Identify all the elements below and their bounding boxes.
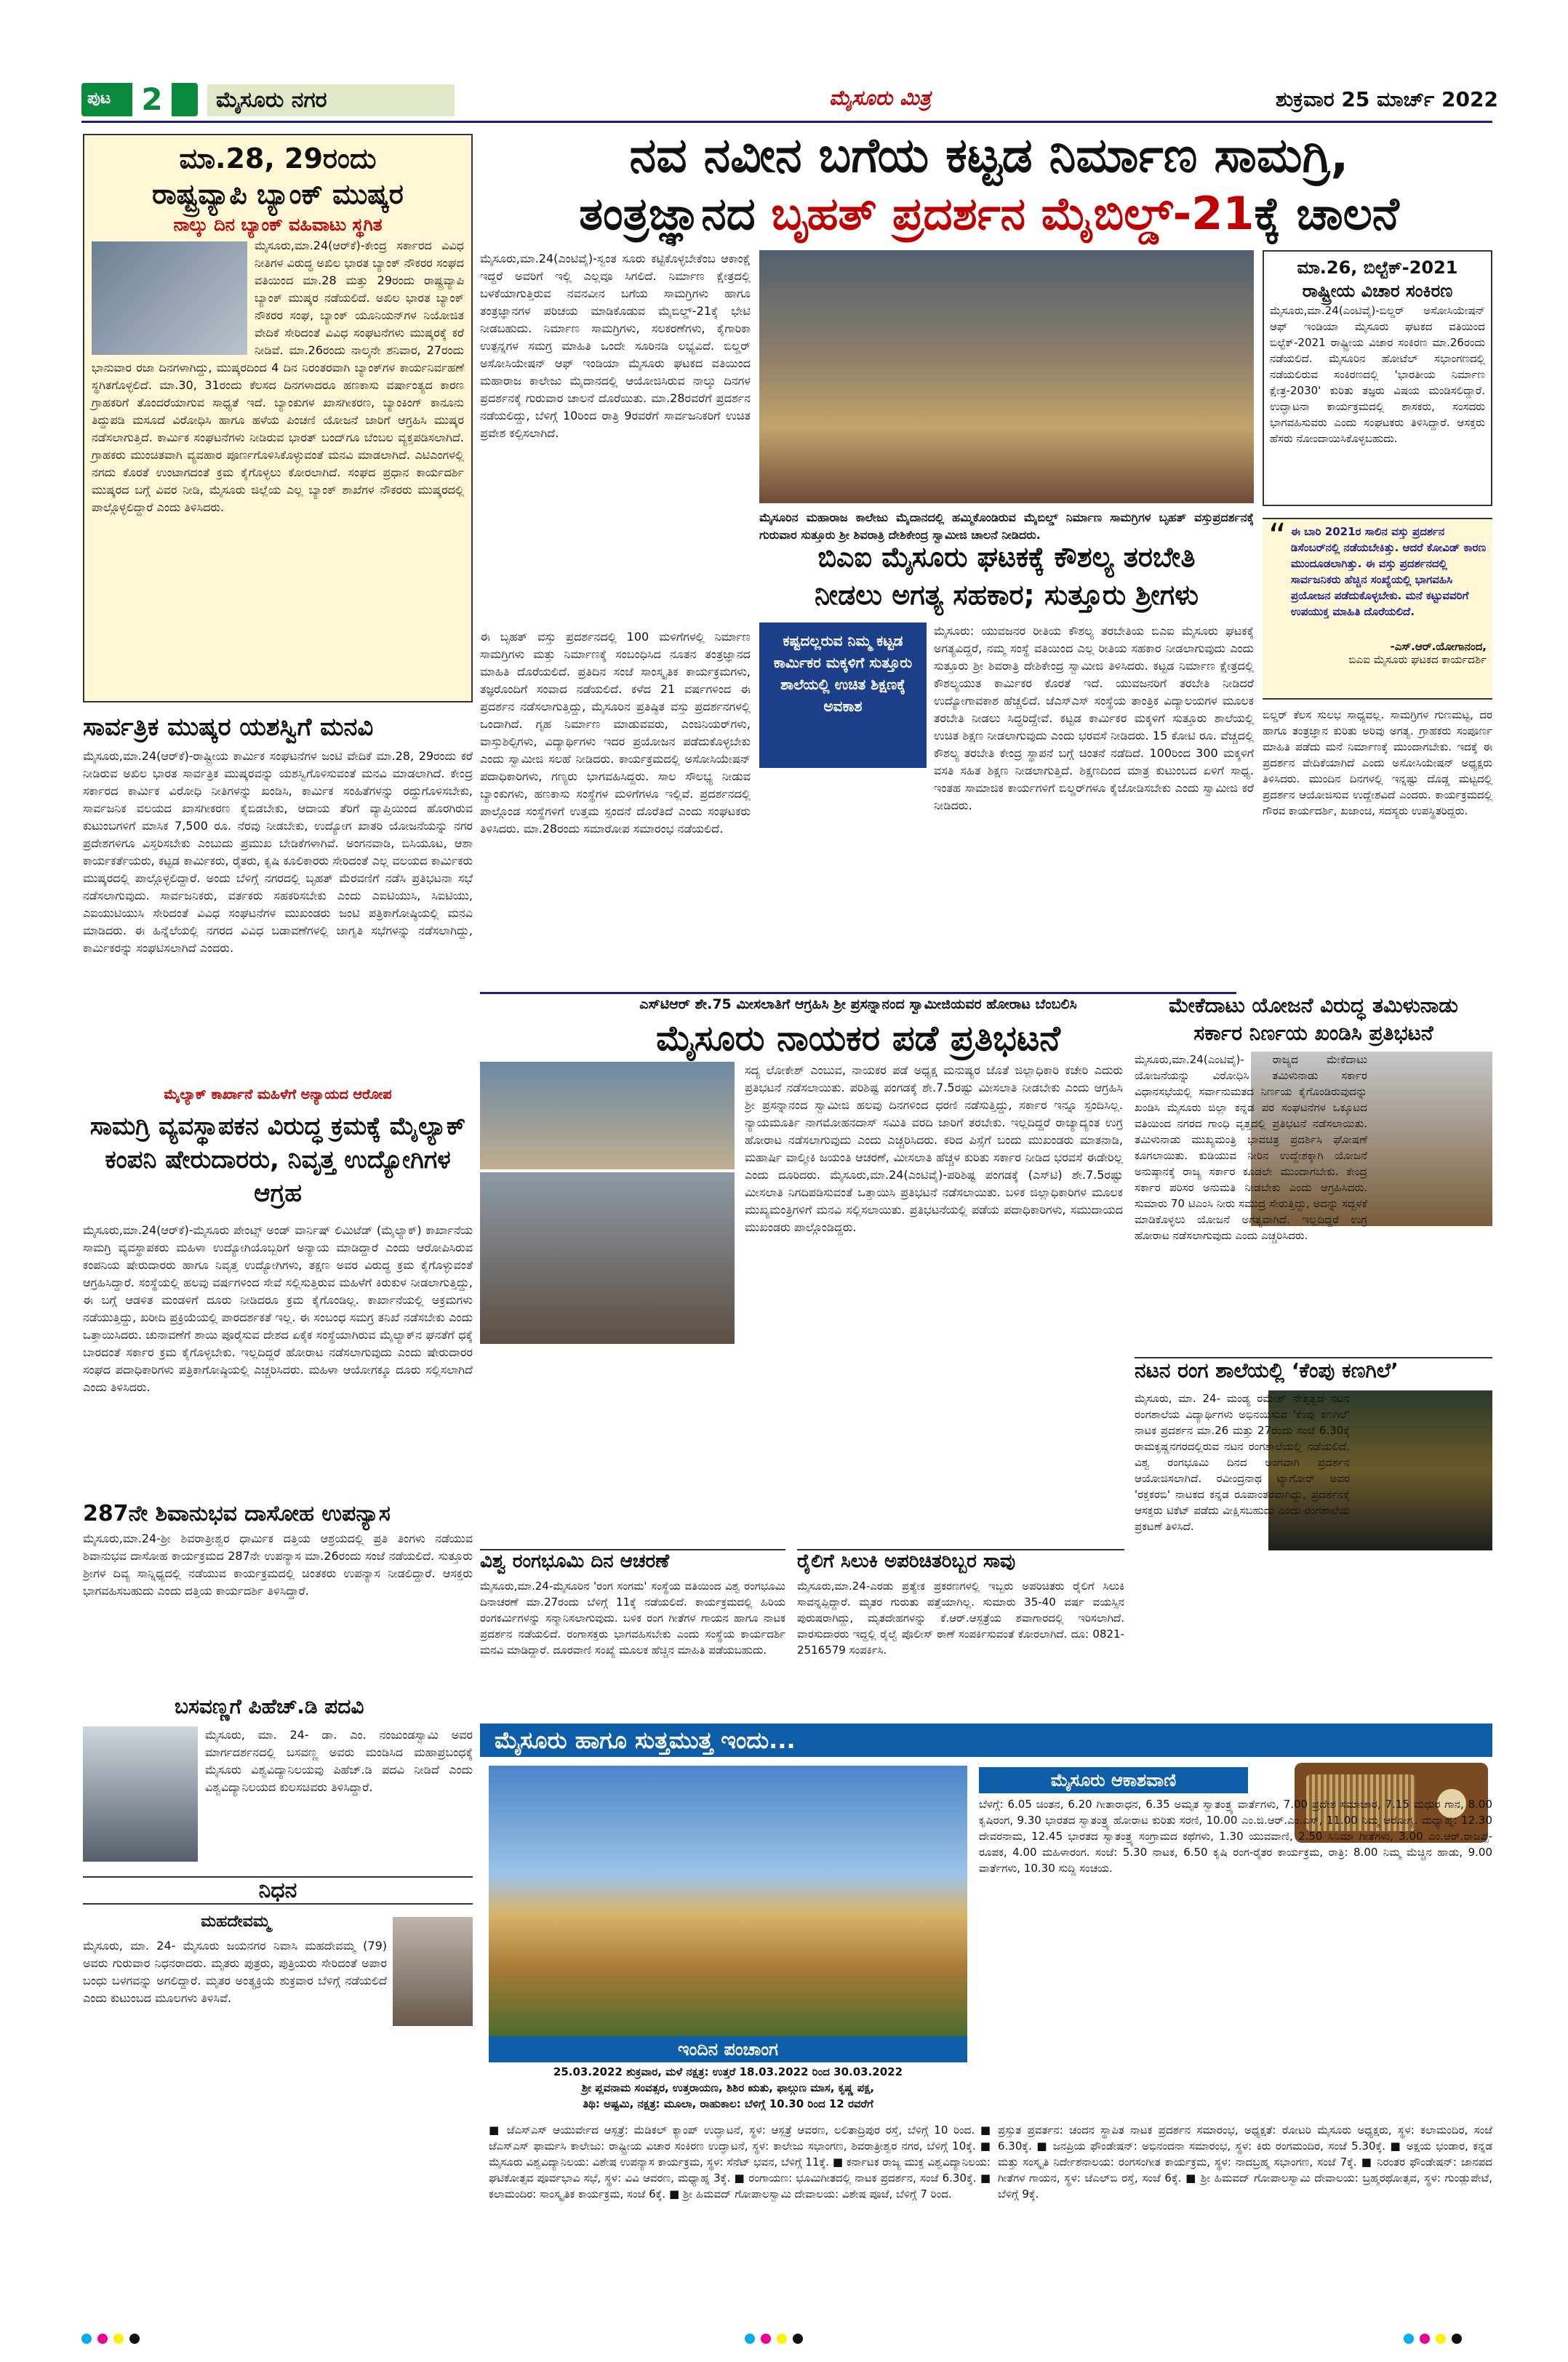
- lead-title-line2: [480, 183, 1498, 244]
- today-banner: [480, 1724, 1492, 1757]
- train-title: ರೈಲಿಗೆ ಸಿಲುಕಿ ಅಪರಿಚಿತರಿಬ್ಬರ ಸಾವು: [797, 1549, 1124, 1573]
- protest-body: ಸದ್ಯ ಲೋಕೇಶ್ ಎಂಬುವ, ನಾಯಕರ ಪಡೆ ಅಧ್ಯಕ್ಷ ಮನುಷ್ಯರ ಜೊತೆ ಜಿಲ್ಲಾಧಿಕಾರಿ ಕಚೇರಿ ಎದುರು ಪ್ರತಿಭಟನೆ ನಡೆಸಲಾಯಿತು. ಪರಿಶಿಷ್ಟ ಪಂಗಡಕ್ಕೆ ಶೇ.7.5ರಷ್ಟು ಮೀಸಲಾತಿ ನೀಡಬೇಕು ಎಂದು ಆಗ್ರಹಿಸಿ ಶ್ರೀ ಪ್ರಸನ್ನಾನಂದ ಸ್ವಾಮೀಜಿ ಹಲವು ದಿನಗಳಿಂದ ಧರಣಿ ನಡೆಸುತ್ತಿದ್ದು, ಸರ್ಕಾರ ಇನ್ನೂ ಸ್ಪಂದಿಸಿಲ್ಲ. ನ್ಯಾಯಮೂರ್ತಿ ನಾಗಮೋಹನದಾಸ್ ಸಮಿತಿ ವರದಿ ಜಾರಿಗೆ ತರಬೇಕು. ಇಲ್ಲದಿದ್ದರೆ ರಾಜ್ಯಾದ್ಯಂತ ಉಗ್ರ ಹೋರಾಟ ನಡೆಸಲಾಗುವುದು ಎಂದು ಎಚ್ಚರಿಸಿದರು. ಕರಿದ ಪಿಸ್ಸೆಗೆ ಬಂದು ಮುಖಂಡರು ಮಾತನಾಡಿ, ಮಹಾರ್ಷಿ ವಾಲ್ಮೀಕಿ ಜಯಂತಿ ಆಚರಣೆ, ಮೀಸಲಾತಿ ಹೆಚ್ಚಳ ಕುರಿತು ಸರ್ಕಾರ ನೀಡಿದ ಭರವಸೆ ಈಡೇರಿಲ್ಲ ಎಂದು ದೂರಿದರು. ಮೈಸೂರು,ಮಾ.24(ಎಂಟಿವೈ)-ಪರಿಶಿಷ್ಟ ಪಂಗಡಕ್ಕೆ (ಎಸ್‌ಟಿ) ಶೇ.7.5ರಷ್ಟು ಮೀಸಲಾತಿ ನಿಗದಿಪಡಿಸುವಂತೆ ಒತ್ತಾಯಿಸಿ ಪ್ರತಿಭಟನೆ ನಡೆಸಲಾಯಿತು. ಬಳಿಕ ಜಿಲ್ಲಾಧಿಕಾರಿಗಳ ಮೂಲಕ ಮುಖ್ಯಮಂತ್ರಿಗಳಿಗೆ ಮನವಿ ಸಲ್ಲಿಸಲಾಯಿತು. ಪ್ರತಿಭಟನೆಯಲ್ಲಿ ಪಡೆಯ ಪದಾಧಿಕಾರಿಗಳು, ಸಮುದಾಯದ ಮುಖಂಡರು ಪಾಲ್ಗೊಂಡಿದ್ದರು.: [745, 1063, 1123, 1234]
- quote-continuation: ಬಿಲ್ಡರ್ ಕೆಲಸ ಸುಲಭ ಸಾಧ್ಯವಲ್ಲ. ಸಾಮಗ್ರಿಗಳ ಗುಣಮಟ್ಟ, ದರ ಹಾಗೂ ತಂತ್ರಜ್ಞಾನ ಕುರಿತು ಅರಿವು ಅಗತ್ಯ. ಗ್ರಾಹಕರು ಸಂಪೂರ್ಣ ಮಾಹಿತಿ ಪಡೆದು ಮನೆ ನಿರ್ಮಾಣಕ್ಕೆ ಮುಂದಾಗಬೇಕು. ಇದಕ್ಕೆ ಈ ಪ್ರದರ್ಶನ ವೇದಿಕೆಯಾಗಿದೆ ಎಂದು ಅಸೋಸಿಯೇಷನ್ ಅಧ್ಯಕ್ಷರು ತಿಳಿಸಿದರು. ಮುಂದಿನ ದಿನಗಳಲ್ಲಿ ಇನ್ನಷ್ಟು ದೊಡ್ಡ ಮಟ್ಟದಲ್ಲಿ ಪ್ರದರ್ಶನ ಆಯೋಜಿಸುವ ಉದ್ದೇಶವಿದೆ ಎಂದರು. ಕಾರ್ಯಕ್ರಮದಲ್ಲಿ ಗೌರವ ಕಾರ್ಯದರ್ಶಿ, ಖಜಾಂಚಿ, ಸದಸ್ಯರು ಉಪಸ್ಥಿತರಿದ್ದರು.: [1263, 708, 1492, 817]
- registration-dots-right: [1404, 2333, 1468, 2347]
- panchanga-line3: ತಿಥಿ: ಅಷ್ಟಮಿ, ನಕ್ಷತ್ರ: ಮೂಲಾ, ರಾಹುಕಾಲ: ಬೆಳಿಗ್ಗೆ 10.30 ರಿಂದ 12 ರವರೆಗೆ: [583, 2097, 873, 2110]
- conference-title1: ಮಾ.26, ಬಿಲ್ಟೆಕ್-2021: [1297, 257, 1458, 278]
- mekedatu-title1: ಮೇಕೆದಾಟು ಯೋಜನೆ ವಿರುದ್ಧ ತಮಿಳುನಾಡು: [1169, 993, 1458, 1017]
- dasoha-title: 287ನೇ ಶಿವಾನುಭವ ದಾಸೋಹ ಉಪನ್ಯಾಸ: [83, 1501, 391, 1526]
- theatre-title: ನಟನ ರಂಗ ಶಾಲೆಯಲ್ಲಿ ‘ಕೆಂಪು ಕಣಗಿಲೆ’: [1135, 1357, 1492, 1383]
- lead-title-part-c: ಕ್ಕೆ ಚಾಲನೆ: [1254, 187, 1399, 240]
- mylac-title: ಸಾಮಗ್ರಿ ವ್ಯವಸ್ಥಾಪಕನ ವಿರುದ್ಧ ಕ್ರಮಕ್ಕೆ ಮೈಲ್ಯಾಕ್ ಕಂಪನಿ ಷೇರುದಾರರು, ನಿವೃತ್ತ ಉದ್ಯೋಗಿಗಳ ಆಗ್ರಹ: [89, 1112, 466, 1208]
- general-strike-title: ಸಾರ್ವತ್ರಿಕ ಮುಷ್ಕರ ಯಶಸ್ವಿಗೆ ಮನವಿ: [83, 713, 374, 742]
- protest-photo-1: [480, 1062, 735, 1169]
- radio-schedule: ಬೆಳಗ್ಗೆ: 6.05 ಚಿಂತನ, 6.20 ಗೀತಾರಾಧನ, 6.35 ಅಮೃತ ಸ್ವಾತಂತ್ರ್ಯ ವಾರ್ತೆಗಳು, 7.00 ಪ್ರದೇಶ ಸಮಾಚಾರ, 7.15 ಮಧುರ ಗಾನ, 8.00 ಕೃಷಿರಂಗ, 9.30 ಭಾರತದ ಸ್ವಾತಂತ್ರ್ಯ ಹೋರಾಟ ಕುರಿತು ಸರಣಿ, 10.00 ಎಂ.ಜಿ.ಆರ್.ಎಂ.ಎಸ್, 11.00 ನಿಮ್ಮ ಆರೋಗ್ಯ. ಮಧ್ಯಾಹ್ನ: 12.30 ದೇವರನಾಮ, 12.45 ಭಾರತದ ಸ್ವಾತಂತ್ರ್ಯ ಸಂಗ್ರಾಮದ ಕಥೆಗಳು, 1.30 ಯುವವಾಣಿ, 2.50 ಸಿನಿಮಾ ಗೀತೆಗಳು, 3.00 ಎಂ.ಆರ್.ರಾಜಪ್ಪ-ರೂಪಕ, 4.00 ಮಹಿಳಾರಂಗ. ಸಂಜೆ: 5.30 ನಾಟಕ, 6.50 ಕೃಷಿ ರಂಗ-ರೈತರ ಕಾರ್ಯಕ್ರಮ, ರಾತ್ರಿ: 8.00 ನಿಮ್ಮ ಮೆಚ್ಚಿನ ಹಾಡು, 9.00 ವಾರ್ತೆಗಳು, 10.30 ಸುದ್ದಿ ಸಂಚಯ.: [979, 1798, 1492, 1875]
- quote-author: -ಎಸ್.ಆರ್.ಯೋಗಾನಂದ,: [1390, 640, 1487, 653]
- skill-body: ಮೈಸೂರು: ಯುವಜನರ ರೀತಿಯ ಕೌಶಲ್ಯ ತರಬೇತಿಯ ಬಿಎಐ ಮೈಸೂರು ಘಟಕಕ್ಕೆ ಅಗತ್ಯವಿದ್ದರೆ, ನಮ್ಮ ಸಂಸ್ಥೆ ವತಿಯಿಂದ ಎಲ್ಲ ರೀತಿಯ ಸಹಕಾರ ನೀಡಲಾಗುವುದು ಎಂದು ಸುತ್ತೂರು ಶ್ರೀ ಶಿವರಾತ್ರಿ ದೇಶಿಕೇಂದ್ರ ಸ್ವಾಮೀಜಿ ತಿಳಿಸಿದರು. ಕಟ್ಟಡ ನಿರ್ಮಾಣ ಕ್ಷೇತ್ರದಲ್ಲಿ ಕೌಶಲ್ಯಯುತ ಕಾರ್ಮಿಕರ ಕೊರತೆ ಇದೆ. ಯುವಜನರಿಗೆ ತರಬೇತಿ ನೀಡಿದರೆ ಉದ್ಯೋಗಾವಕಾಶ ಹೆಚ್ಚಲಿದೆ. ಜೆಎಸ್‌ಎಸ್ ಸಂಸ್ಥೆಯ ತಾಂತ್ರಿಕ ವಿದ್ಯಾಲಯಗಳ ಮೂಲಕ ತರಬೇತಿ ನೀಡಲು ಸಿದ್ಧರಿದ್ದೇವೆ. ಕಟ್ಟಡ ಕಾರ್ಮಿಕರ ಮಕ್ಕಳಿಗೆ ಸುತ್ತೂರು ಶಾಲೆಯಲ್ಲಿ ಉಚಿತ ಶಿಕ್ಷಣ ನೀಡಲಾಗುವುದು ಎಂದು ಭರವಸೆ ನೀಡಿದರು. 15 ಕೋಟಿ ರೂ. ವೆಚ್ಚದಲ್ಲಿ ಕೌಶಲ್ಯ ತರಬೇತಿ ಕೇಂದ್ರ ಸ್ಥಾಪನೆ ಬಗ್ಗೆ ಚಿಂತನೆ ನಡೆದಿದೆ. 100ರಿಂದ 300 ಮಕ್ಕಳಿಗೆ ವಸತಿ ಸಹಿತ ಶಿಕ್ಷಣ ನೀಡಲಾಗುತ್ತಿದೆ. ಶಿಕ್ಷಣದಿಂದ ಮಾತ್ರ ಕುಟುಂಬದ ಏಳಿಗೆ ಸಾಧ್ಯ. ಇಂತಹ ಸಾಮಾಜಿಕ ಕಾರ್ಯಗಳಿಗೆ ಬಿಲ್ಡರ್‌ಗಳೂ ಕೈಜೋಡಿಸಬೇಕು ಎಂದು ಸ್ವಾಮೀಜಿ ಕರೆ ನೀಡಿದರು.: [934, 624, 1254, 812]
- page-number: 2: [132, 81, 172, 118]
- quote-role: ಬಿಎಐ ಮೈಸೂರು ಘಟಕದ ಕಾರ್ಯದರ್ಶಿ: [1348, 653, 1487, 666]
- bank-strike-title2: ರಾಷ್ಟ್ರವ್ಯಾಪಿ ಬ್ಯಾಂಕ್ ಮುಷ್ಕರ: [152, 178, 404, 210]
- panchanga-line2: ಶ್ರೀ ಪ್ಲವನಾಮ ಸಂವತ್ಸರ, ಉತ್ತರಾಯಣ, ಶಿಶಿರ ಋತು, ಫಾಲ್ಗುಣ ಮಾಸ, ಕೃಷ್ಣ ಪಕ್ಷ,: [581, 2081, 875, 2094]
- conference-box: [1263, 250, 1492, 506]
- bank-strike-title1: ಮಾ.28, 29ರಂದು: [179, 143, 377, 175]
- quote-mark-icon: “: [1268, 516, 1287, 557]
- today-banner-text: ಮೈಸೂರು ಹಾಗೂ ಸುತ್ತಮುತ್ತ ಇಂದು...: [495, 1726, 796, 1754]
- conference-title2: ರಾಷ್ಟ್ರೀಯ ವಿಚಾರ ಸಂಕಿರಣ: [1302, 281, 1453, 301]
- registration-dots-center: [745, 2333, 809, 2347]
- bank-strike-photo: [92, 241, 247, 355]
- dasoha-body: ಮೈಸೂರು,ಮಾ.24-ಶ್ರೀ ಶಿವರಾತ್ರೀಶ್ವರ ಧಾರ್ಮಿಕ ದತ್ತಿಯ ಆಶ್ರಯದಲ್ಲಿ ಪ್ರತಿ ತಿಂಗಳು ನಡೆಯುವ ಶಿವಾನುಭವ ದಾಸೋಹ ಕಾರ್ಯಕ್ರಮದ 287ನೇ ಉಪನ್ಯಾಸ ಮಾ.26ರಂದು ಸಂಜೆ ನಡೆಯಲಿದೆ. ಸುತ್ತೂರು ಶ್ರೀಗಳ ದಿವ್ಯ ಸಾನ್ನಿಧ್ಯದಲ್ಲಿ ನಡೆಯುವ ಕಾರ್ಯಕ್ರಮದಲ್ಲಿ ಚಿಂತಕರು ಉಪನ್ಯಾಸ ನೀಡಲಿದ್ದಾರೆ. ಆಸಕ್ತರು ಭಾಗವಹಿಸಬಹುದು ಎಂದು ದತ್ತಿಯ ಕಾರ್ಯದರ್ಶಿ ತಿಳಿಸಿದ್ದಾರೆ.: [83, 1532, 473, 1598]
- protest-kicker: ಎಸ್‌ಟಿಆರ್ ಶೇ.75 ಮೀಸಲಾತಿಗೆ ಆಗ್ರಹಿಸಿ ಶ್ರೀ ಪ್ರಸನ್ನಾನಂದ ಸ್ವಾಮೀಜಿಯವರ ಹೋರಾಟ ಬೆಂಬಲಿಸಿ: [639, 996, 1077, 1012]
- lead-photo-caption: ಮೈಸೂರಿನ ಮಹಾರಾಜ ಕಾಲೇಜು ಮೈದಾನದಲ್ಲಿ ಹಮ್ಮಿಕೊಂಡಿರುವ ಮೈಬಿಲ್ಡ್ ನಿರ್ಮಾಣ ಸಾಮಗ್ರಿಗಳ ಬೃಹತ್ ವಸ್ತುಪ್ರದರ್ಶನಕ್ಕೆ ಗುರುವಾರ ಸುತ್ತೂರು ಶ್ರೀ ಶಿವರಾತ್ರಿ ದೇಶಿಕೇಂದ್ರ ಸ್ವಾಮೀಜಿ ಚಾಲನೆ ನೀಡಿದರು.: [759, 511, 1254, 542]
- obituary-name: ಮಹದೇವಮ್ಮ: [201, 1913, 271, 1931]
- phd-title: ಬಸವಣ್ಣಗೆ ಪಿಹೆಚ್.ಡಿ ಪದವಿ: [175, 1694, 364, 1718]
- lead-body-col2: ಈ ಬೃಹತ್ ವಸ್ತು ಪ್ರದರ್ಶನದಲ್ಲಿ 100 ಮಳಿಗೆಗಳಲ್ಲಿ ನಿರ್ಮಾಣ ಸಾಮಗ್ರಿಗಳು ಮತ್ತು ನಿರ್ಮಾಣಕ್ಕೆ ಸಂಬಂಧಿಸಿದ ನೂತನ ತಂತ್ರಜ್ಞಾನದ ಮಾಹಿತಿ ದೊರೆಯಲಿದೆ. ಪ್ರತಿದಿನ ಸಂಜೆ ಸಾಂಸ್ಕೃತಿಕ ಕಾರ್ಯಕ್ರಮಗಳು, ತಜ್ಞರೊಂದಿಗೆ ಸಂವಾದ ನಡೆಯಲಿದೆ. ಕಳೆದ 21 ವರ್ಷಗಳಿಂದ ಈ ಪ್ರದರ್ಶನ ನಡೆಸಲಾಗುತ್ತಿದ್ದು, ಮೈಸೂರಿನ ಪ್ರತಿಷ್ಠಿತ ವಸ್ತು ಪ್ರದರ್ಶನಗಳಲ್ಲಿ ಒಂದಾಗಿದೆ. ಗೃಹ ನಿರ್ಮಾಣ ಮಾಡುವವರು, ಎಂಜಿನಿಯರ್‌ಗಳು, ವಾಸ್ತುಶಿಲ್ಪಿಗಳು, ವಿದ್ಯಾರ್ಥಿಗಳು ಇದರ ಪ್ರಯೋಜನ ಪಡೆದುಕೊಳ್ಳಬೇಕು ಎಂದು ಸ್ವಾಮೀಜಿ ಸಲಹೆ ನೀಡಿದರು. ಕಾರ್ಯಕ್ರಮದಲ್ಲಿ ಅಸೋಸಿಯೇಷನ್ ಪದಾಧಿಕಾರಿಗಳು, ಗಣ್ಯರು ಭಾಗವಹಿಸಿದ್ದರು. ಸಾಲ ಸೌಲಭ್ಯ ನೀಡುವ ಬ್ಯಾಂಕುಗಳು, ಹಣಕಾಸು ಸಂಸ್ಥೆಗಳ ಮಳಿಗೆಗಳೂ ಇಲ್ಲಿವೆ. ಪ್ರದರ್ಶನದಲ್ಲಿ ಪಾಲ್ಗೊಂಡ ಸಂಸ್ಥೆಗಳಿಗೆ ಉತ್ತಮ ಸ್ಪಂದನೆ ದೊರೆತಿದೆ ಎಂದು ಸಂಘಟಕರು ತಿಳಿಸಿದರು. ಮಾ.28ರಂದು ಸಮಾರೋಪ ಸಮಾರಂಭ ನಡೆಯಲಿದೆ.: [480, 630, 751, 836]
- paper-name: ಮೈಸೂರು ಮಿತ್ರ: [829, 86, 931, 110]
- conference-body: ಮೈಸೂರು,ಮಾ.24(ಎಂಟಿವೈ)-ಬಿಲ್ಡರ್ ಅಸೋಸಿಯೇಷನ್ ಆಫ್ ಇಂಡಿಯಾ ಮೈಸೂರು ಘಟಕದ ವತಿಯಿಂದ ಬಿಲ್ಟೆಕ್-2021 ರಾಷ್ಟ್ರೀಯ ವಿಚಾರ ಸಂಕಿರಣ ಮಾ.26ರಂದು ನಡೆಯಲಿದೆ. ಮೈಸೂರಿನ ಹೋಟೆಲ್ ಸಭಾಂಗಣದಲ್ಲಿ ನಡೆಯಲಿರುವ ಸಂಕಿರಣದಲ್ಲಿ 'ಭಾರತೀಯ ನಿರ್ಮಾಣ ಕ್ಷೇತ್ರ-2030' ಕುರಿತು ತಜ್ಞರು ವಿಷಯ ಮಂಡಿಸಲಿದ್ದಾರೆ. ಉದ್ಘಾಟನಾ ಕಾರ್ಯಕ್ರಮದಲ್ಲಿ ಶಾಸಕರು, ಸಂಸದರು ಭಾಗವಹಿಸುವರು ಎಂದು ಸಂಘಟಕರು ತಿಳಿಸಿದ್ದಾರೆ. ಆಸಕ್ತರು ಹೆಸರು ನೋಂದಾಯಿಸಿಕೊಳ್ಳಬಹುದು.: [1270, 304, 1485, 445]
- protest-rule: [480, 992, 1236, 994]
- section-name: ಮೈಸೂರು ನಗರ: [207, 84, 455, 116]
- panchanga-title: ಇಂದಿನ ಪಂಚಾಂಗ: [489, 2036, 967, 2062]
- theatre-body: ಮೈಸೂರು, ಮಾ. 24- ಮಂಡ್ಯ ರಮೇಶ್ ನೇತೃತ್ವದ ನಟನ ರಂಗಶಾಲೆಯ ವಿದ್ಯಾರ್ಥಿಗಳು ಅಭಿನಯಿಸುವ 'ಕೆಂಪು ಕಣಗಿಲೆ' ನಾಟಕ ಪ್ರದರ್ಶನ ಮಾ.26 ಮತ್ತು 27ರಂದು ಸಂಜೆ 6.30ಕ್ಕೆ ರಾಮಕೃಷ್ಣನಗರದಲ್ಲಿರುವ ನಟನ ರಂಗಶಾಲೆಯಲ್ಲಿ ನಡೆಯಲಿದೆ. ವಿಶ್ವ ರಂಗಭೂಮಿ ದಿನದ ಅಂಗವಾಗಿ ಪ್ರದರ್ಶನ ಆಯೋಜಿಸಲಾಗಿದೆ. ರವೀಂದ್ರನಾಥ ಟ್ಯಾಗೋರ್ ಅವರ 'ರಕ್ತಕರಬಿ' ನಾಟಕದ ಕನ್ನಡ ರೂಪಾಂತರವಾಗಿದ್ದು, ಪ್ರದರ್ಶನಕ್ಕೆ ಆಸಕ್ತರು ಟಿಕೆಟ್ ಪಡೆದು ವೀಕ್ಷಿಸಬಹುದು ಎಂದು ರಂಗಶಾಲೆಯ ಪ್ರಕಟಣೆ ತಿಳಿಸಿದೆ.: [1135, 1392, 1350, 1533]
- lead-title-part-a: ತಂತ್ರಜ್ಞಾನದ: [579, 187, 772, 240]
- phd-body: ಮೈಸೂರು, ಮಾ. 24- ಡಾ. ಎಂ. ನಂಜುಂಡಸ್ವಾಮಿ ಅವರ ಮಾರ್ಗದರ್ಶನದಲ್ಲಿ ಬಸವಣ್ಣ ಅವರು ಮಂಡಿಸಿದ ಮಹಾಪ್ರಬಂಧಕ್ಕೆ ಮೈಸೂರು ವಿಶ್ವವಿದ್ಯಾನಿಲಯವು ಪಿಹೆಚ್.ಡಿ ಪದವಿ ನೀಡಿದೆ ಎಂದು ವಿಶ್ವವಿದ್ಯಾನಿಲಯದ ಕುಲಸಚಿವರು ತಿಳಿಸಿದ್ದಾರೆ.: [205, 1728, 473, 1794]
- phd-photo: [83, 1726, 198, 1862]
- general-strike-body: ಮೈಸೂರು,ಮಾ.24(ಆರ್‌ಕೆ)-ರಾಷ್ಟ್ರೀಯ ಕಾರ್ಮಿಕ ಸಂಘಟನೆಗಳ ಜಂಟಿ ವೇದಿಕೆ ಮಾ.28, 29ರಂದು ಕರೆ ನೀಡಿರುವ ಅಖಿಲ ಭಾರತ ಸಾರ್ವತ್ರಿಕ ಮುಷ್ಕರವನ್ನು ಯಶಸ್ವಿಗೊಳಿಸುವಂತೆ ಮನವಿ ಮಾಡಲಾಗಿದೆ. ಕೇಂದ್ರ ಸರ್ಕಾರದ ಕಾರ್ಮಿಕ ವಿರೋಧಿ ನೀತಿಗಳನ್ನು ಖಂಡಿಸಿ, ಕಾರ್ಮಿಕ ಸಂಹಿತೆಗಳನ್ನು ರದ್ದುಗೊಳಿಸಬೇಕು, ಸಾರ್ವಜನಿಕ ವಲಯದ ಖಾಸಗೀಕರಣ ಕೈಬಿಡಬೇಕು, ಆದಾಯ ತೆರಿಗೆ ವ್ಯಾಪ್ತಿಯಿಂದ ಹೊರಗಿರುವ ಕುಟುಂಬಗಳಿಗೆ ಮಾಸಿಕ 7,500 ರೂ. ನೆರವು ನೀಡಬೇಕು, ಉದ್ಯೋಗ ಖಾತರಿ ಯೋಜನೆಯನ್ನು ನಗರ ಪ್ರದೇಶಗಳಿಗೂ ವಿಸ್ತರಿಸಬೇಕು ಎಂಬುದು ಪ್ರಮುಖ ಬೇಡಿಕೆಗಳಾಗಿವೆ. ಅಂಗನವಾಡಿ, ಬಿಸಿಯೂಟ, ಆಶಾ ಕಾರ್ಯಕರ್ತೆಯರು, ಕಟ್ಟಡ ಕಾರ್ಮಿಕರು, ರೈತರು, ಕೃಷಿ ಕೂಲಿಕಾರರು ಸೇರಿದಂತೆ ಎಲ್ಲ ವಲಯದ ಕಾರ್ಮಿಕರು ಮುಷ್ಕರದಲ್ಲಿ ಪಾಲ್ಗೊಳ್ಳಲಿದ್ದಾರೆ. ಅಂದು ಬೆಳಿಗ್ಗೆ ನಗರದಲ್ಲಿ ಬೃಹತ್ ಮೆರವಣಿಗೆ ನಡೆಸಿ ಪ್ರತಿಭಟನಾ ಸಭೆ ನಡೆಸಲಾಗುವುದು. ಸಾರ್ವಜನಿಕರು, ವರ್ತಕರು ಸಹಕರಿಸಬೇಕು ಎಂದು ಎಐಟಿಯುಸಿ, ಸಿಐಟಿಯು, ಎಐಯುಟಿಯುಸಿ ಸೇರಿದಂತೆ ವಿವಿಧ ಸಂಘಟನೆಗಳ ಮುಖಂಡರು ಜಂಟಿ ಪತ್ರಿಕಾಗೋಷ್ಠಿಯಲ್ಲಿ ಮನವಿ ಮಾಡಿದರು. ಈ ಹಿನ್ನೆಲೆಯಲ್ಲಿ ನಗರದ ವಿವಿಧ ಬಡಾವಣೆಗಳಲ್ಲಿ ಜಾಗೃತಿ ಸಭೆಗಳನ್ನು ನಡೆಸಲಾಗಿದ್ದು, ಕಾರ್ಮಿಕರನ್ನು ಸಂಘಟಿಸಲಾಗಿದೆ ಎಂದರು.: [83, 749, 473, 955]
- page-label: ಪುಟ: [87, 89, 111, 108]
- issue-date: ಶುಕ್ರವಾರ 25 ಮಾರ್ಚ್ 2022: [1275, 87, 1498, 111]
- radio-title: ಮೈಸೂರು ಆಕಾಶವಾಣಿ: [979, 1767, 1248, 1793]
- mylac-kicker: ಮೈಲ್ಯಾಕ್ ಕಾರ್ಖಾನೆ ಮಹಿಳೆಗೆ ಅನ್ಯಾಯದ ಆರೋಪ: [164, 1086, 392, 1102]
- world-theatre-title: ವಿಶ್ವ ರಂಗಭೂಮಿ ದಿನ ಆಚರಣೆ: [480, 1549, 785, 1573]
- mylac-body: ಮೈಸೂರು,ಮಾ.24(ಆರ್‌ಕೆ)-ಮೈಸೂರು ಪೇಂಟ್ಸ್ ಅಂಡ್ ವಾರ್ನಿಷ್ ಲಿಮಿಟೆಡ್ (ಮೈಲ್ಯಾಕ್) ಕಾರ್ಖಾನೆಯ ಸಾಮಗ್ರಿ ವ್ಯವಸ್ಥಾಪಕರು ಮಹಿಳಾ ಉದ್ಯೋಗಿಯೊಬ್ಬರಿಗೆ ಅನ್ಯಾಯ ಮಾಡಿದ್ದಾರೆ ಎಂದು ಆರೋಪಿಸಿರುವ ಕಂಪನಿಯ ಷೇರುದಾರರು ಹಾಗೂ ನಿವೃತ್ತ ಉದ್ಯೋಗಿಗಳು, ತಕ್ಷಣ ಅವರ ವಿರುದ್ಧ ಕ್ರಮ ಕೈಗೊಳ್ಳುವಂತೆ ಆಗ್ರಹಿಸಿದ್ದಾರೆ. ಸಂಸ್ಥೆಯಲ್ಲಿ ಹಲವು ವರ್ಷಗಳಿಂದ ಸೇವೆ ಸಲ್ಲಿಸುತ್ತಿರುವ ಮಹಿಳೆಗೆ ಕಿರುಕುಳ ನೀಡಲಾಗುತ್ತಿದ್ದು, ಈ ಬಗ್ಗೆ ಆಡಳಿತ ಮಂಡಳಿಗೆ ದೂರು ನೀಡಿದರೂ ಕ್ರಮ ಕೈಗೊಂಡಿಲ್ಲ. ಕಾರ್ಖಾನೆಯಲ್ಲಿ ಅಕ್ರಮಗಳು ನಡೆಯುತ್ತಿದ್ದು, ಖರೀದಿ ಪ್ರಕ್ರಿಯೆಯಲ್ಲಿ ಪಾರದರ್ಶಕತೆ ಇಲ್ಲ. ಈ ಸಂಬಂಧ ಸಮಗ್ರ ತನಿಖೆ ನಡೆಸಬೇಕು ಎಂದು ಒತ್ತಾಯಿಸಿದರು. ಚುನಾವಣೆಗೆ ಶಾಯಿ ಪೂರೈಸುವ ದೇಶದ ಏಕೈಕ ಸಂಸ್ಥೆಯಾಗಿರುವ ಮೈಲ್ಯಾಕ್‌ನ ಘನತೆಗೆ ಧಕ್ಕೆ ಬಾರದಂತೆ ಸರ್ಕಾರ ಕ್ರಮ ಕೈಗೊಳ್ಳಬೇಕು. ಇಲ್ಲದಿದ್ದರೆ ಹೋರಾಟ ನಡೆಸಲಾಗುವುದು ಎಂದು ಷೇರುದಾರರ ಸಂಘದ ಪದಾಧಿಕಾರಿಗಳು ಪತ್ರಿಕಾಗೋಷ್ಠಿಯಲ್ಲಿ ಎಚ್ಚರಿಸಿದರು. ಮಹಿಳಾ ಆಯೋಗಕ್ಕೂ ದೂರು ಸಲ್ಲಿಸಲಾಗಿದೆ ಎಂದು ತಿಳಿಸಿದರು.: [83, 1223, 473, 1394]
- lead-title-line1: ನವ ನವೀನ ಬಗೆಯ ಕಟ್ಟಡ ನಿರ್ಮಾಣ ಸಾಮಗ್ರಿ,: [629, 127, 1349, 183]
- bank-strike-article: [83, 134, 473, 702]
- lead-body-col1: ಮೈಸೂರು,ಮಾ.24(ಎಂಟಿವೈ)-ಸ್ವಂತ ಸೂರು ಕಟ್ಟಿಕೊಳ್ಳಬೇಕೆಂಬ ಆಕಾಂಕ್ಷೆ ಇದ್ದರೆ ಅವರಿಗೆ ಇಲ್ಲಿ ಎಲ್ಲವೂ ಸಿಗಲಿದೆ. ನಿರ್ಮಾಣ ಕ್ಷೇತ್ರದಲ್ಲಿ ಬಳಕೆಯಾಗುತ್ತಿರುವ ನವನವೀನ ಬಗೆಯ ಸಾಮಗ್ರಿಗಳು ಹಾಗೂ ತಂತ್ರಜ್ಞಾನಗಳ ಪರಿಚಯ ಮಾಡಿಕೊಡುವ ಮೈಬಿಲ್ಡ್-21ಕ್ಕೆ ಭೇಟಿ ನೀಡಬಹುದು. ನಿರ್ಮಾಣ ಸಾಮಗ್ರಿಗಳು, ಸಲಕರಣೆಗಳು, ಕೈಗಾರಿಕಾ ಉತ್ಪನ್ನಗಳ ಸಮಗ್ರ ಮಾಹಿತಿ ಒಂದೇ ಸೂರಿನಡಿ ಲಭ್ಯವಿದೆ. ಬಿಲ್ಡರ್ ಅಸೋಸಿಯೇಷನ್ ಆಫ್ ಇಂಡಿಯಾ ಮೈಸೂರು ಘಟಕದ ವತಿಯಿಂದ ಮಹಾರಾಜ ಕಾಲೇಜು ಮೈದಾನದಲ್ಲಿ ಆಯೋಜಿಸಿರುವ ನಾಲ್ಕು ದಿನಗಳ ಪ್ರದರ್ಶನಕ್ಕೆ ಗುರುವಾರ ಚಾಲನೆ ದೊರೆಯಿತು. ಮಾ.28ರವರೆಗೆ ಪ್ರದರ್ಶನ ನಡೆಯಲಿದ್ದು, ಬೆಳಿಗ್ಗೆ 10ರಿಂದ ರಾತ್ರಿ 9ರವರೆಗೆ ಸಾರ್ವಜನಿಕರಿಗೆ ಉಚಿತ ಪ್ರವೇಶ ಕಲ್ಪಿಸಲಾಗಿದೆ.: [480, 252, 751, 440]
- skill-callout: ಕಷ್ಟದಲ್ಲರುವ ನಿಮ್ಮ ಕಟ್ಟಡ ಕಾರ್ಮಿಕರ ಮಕ್ಕಳಿಗೆ ಸುತ್ತೂರು ಶಾಲೆಯಲ್ಲಿ ಉಚಿತ ಶಿಕ್ಷಣಕ್ಕೆ ಅವಕಾಶ: [759, 622, 927, 768]
- lead-photo: [759, 250, 1254, 503]
- obituary-photo: [393, 1917, 473, 2026]
- protest-photo-2: [480, 1172, 735, 1344]
- today-events: ■ ಜೆಎಸ್‌ಎಸ್ ಆಯುರ್ವೇದ ಆಸ್ಪತ್ರೆ: ಮೆಡಿಕಲ್ ಕ್ಯಾಂಪ್ ಉದ್ಘಾಟನೆ, ಸ್ಥಳ: ಆಸ್ಪತ್ರೆ ಆವರಣ, ಲಲಿತಾದ್ರಿಪುರ ರಸ್ತೆ, ಬೆಳಿಗ್ಗೆ 10 ರಿಂದ. ■ ಜೆಎಸ್‌ಎಸ್ ಫಾರ್ಮಸಿ ಕಾಲೇಜು: ರಾಷ್ಟ್ರೀಯ ವಿಚಾರ ಸಂಕಿರಣ ಉದ್ಘಾಟನೆ, ಸ್ಥಳ: ಕಾಲೇಜು ಸಭಾಂಗಣ, ಶಿವರಾತ್ರೀಶ್ವರ ನಗರ, ಬೆಳಿಗ್ಗೆ 10ಕ್ಕೆ. ■ ಮೈಸೂರು ವಿಶ್ವವಿದ್ಯಾನಿಲಯ: ವಿಶೇಷ ಉಪನ್ಯಾಸ ಕಾರ್ಯಕ್ರಮ, ಸ್ಥಳ: ಸೆನೆಟ್ ಭವನ, ಬೆಳಿಗ್ಗೆ 11ಕ್ಕೆ. ■ ಕರ್ನಾಟಕ ರಾಜ್ಯ ಮುಕ್ತ ವಿಶ್ವವಿದ್ಯಾನಿಲಯ: ಘಟಿಕೋತ್ಸವ ಪೂರ್ವಭಾವಿ ಸಭೆ, ಸ್ಥಳ: ವಿವಿ ಆವರಣ, ಮಧ್ಯಾಹ್ನ 3ಕ್ಕೆ. ■ ರಂಗಾಯಣ: ಭೂಮಿಗೀತದಲ್ಲಿ ನಾಟಕ ಪ್ರದರ್ಶನ, ಸಂಜೆ 6.30ಕ್ಕೆ. ■ ಕಲಾಮಂದಿರ: ಸಾಂಸ್ಕೃತಿಕ ಕಾರ್ಯಕ್ರಮ, ಸಂಜೆ 6ಕ್ಕೆ. ■ ಶ್ರೀ ಹಿಮವದ್ ಗೋಪಾಲಸ್ವಾಮಿ ದೇವಾಲಯ: ವಿಶೇಷ ಪೂಜೆ, ಬೆಳಿಗ್ಗೆ 7 ರಿಂದ.: [489, 2123, 991, 2201]
- today-events-2: ಪ್ರಸ್ತುತ ಪ್ರವರ್ತನ: ಚಂದನ ಸ್ಥಾಪಿತ ನಾಟಕ ಪ್ರದರ್ಶನ ಸಮಾರಂಭ, ಅಧ್ಯಕ್ಷತೆ: ರೋಟರಿ ಮೈಸೂರು ಅಧ್ಯಕ್ಷರು, ಸ್ಥಳ: ಕಲಾಮಂದಿರ, ಸಂಜೆ 6.30ಕ್ಕೆ. ■ ಜನಪ್ರಿಯ ಫೌಂಡೇಷನ್: ಅಭಿನಂದನಾ ಸಮಾರಂಭ, ಸ್ಥಳ: ಕಿರು ರಂಗಮಂದಿರ, ಸಂಜೆ 5.30ಕ್ಕೆ. ■ ಅಕ್ಷಯ ಭಂಡಾರ, ಕನ್ನಡ ಮತ್ತು ಸಂಸ್ಕೃತಿ ನಿರ್ದೇಶನಾಲಯ: ರಂಗಸಂಗೀತ ಕಾರ್ಯಕ್ರಮ, ಸ್ಥಳ: ನಾದಬ್ರಹ್ಮ ಸಭಾಂಗಣ, ಸಂಜೆ 7ಕ್ಕೆ. ■ ನಿರಂತರ ಫೌಂಡೇಷನ್: ಜಾನಪದ ಗೀತೆಗಳ ಗಾಯನ, ಸ್ಥಳ: ಜೆಎಲ್‌ಬಿ ರಸ್ತೆ, ಸಂಜೆ 6ಕ್ಕೆ. ■ ಶ್ರೀ ಹಿಮವದ್ ಗೋಪಾಲಸ್ವಾಮಿ ದೇವಾಲಯ: ಬ್ರಹ್ಮರಥೋತ್ಸವ, ಸ್ಥಳ: ಗುಂಡ್ಲುಪೇಟೆ, ಬೆಳಿಗ್ಗೆ 9ಕ್ಕೆ.: [998, 2123, 1492, 2201]
- bank-strike-subtitle: ನಾಲ್ಕು ದಿನ ಬ್ಯಾಂಕ್ ವಹಿವಾಟು ಸ್ಥಗಿತ: [173, 215, 383, 235]
- panchanga-line1: 25.03.2022 ಶುಕ್ರವಾರ, ಮಳೆ ನಕ್ಷತ್ರ: ಉತ್ತರೆ 18.03.2022 ರಿಂದ 30.03.2022: [553, 2065, 903, 2078]
- obituary-body: ಮೈಸೂರು, ಮಾ. 24- ಮೈಸೂರು ಜಯನಗರ ನಿವಾಸಿ ಮಹದೇವಮ್ಮ (79) ಅವರು ಗುರುವಾರ ನಿಧನರಾದರು. ಮೃತರು ಪುತ್ರರು, ಪುತ್ರಿಯರು ಸೇರಿದಂತೆ ಅಪಾರ ಬಂಧು ಬಳಗವನ್ನು ಅಗಲಿದ್ದಾರೆ. ಮೃತರ ಅಂತ್ಯಕ್ರಿಯೆ ಶುಕ್ರವಾರ ಬೆಳಿಗ್ಗೆ ನಡೆಯಲಿದೆ ಎಂದು ಕುಟುಂಬದ ಮೂಲಗಳು ತಿಳಿಸಿವೆ.: [83, 1939, 387, 2005]
- train-body: ಮೈಸೂರು,ಮಾ.24-ಎರಡು ಪ್ರತ್ಯೇಕ ಪ್ರಕರಣಗಳಲ್ಲಿ ಇಬ್ಬರು ಅಪರಿಚಿತರು ರೈಲಿಗೆ ಸಿಲುಕಿ ಸಾವನ್ನಪ್ಪಿದ್ದಾರೆ. ಮೃತರ ಗುರುತು ಪತ್ತೆಯಾಗಿಲ್ಲ. ಸುಮಾರು 35-40 ವರ್ಷ ವಯಸ್ಸಿನ ಪುರುಷರಾಗಿದ್ದು, ಮೃತದೇಹಗಳನ್ನು ಕೆ.ಆರ್.ಆಸ್ಪತ್ರೆಯ ಶವಾಗಾರದಲ್ಲಿ ಇರಿಸಲಾಗಿದೆ. ವಾರಸುದಾರರು ಇದ್ದಲ್ಲಿ ರೈಲ್ವೆ ಪೊಲೀಸ್ ಠಾಣೆ ಸಂಪರ್ಕಿಸುವಂತೆ ಕೋರಲಾಗಿದೆ. ದೂ: 0821-2516579 ಸಂಪರ್ಕಿಸಿ.: [797, 1580, 1124, 1657]
- registration-dots-left: [81, 2333, 145, 2347]
- quote-text: ಈ ಬಾರಿ 2021ರ ಸಾಲಿನ ವಸ್ತು ಪ್ರದರ್ಶನ ಡಿಸೆಂಬರ್‌ನಲ್ಲಿ ನಡೆಯಬೇಕಿತ್ತು. ಆದರೆ ಕೋವಿಡ್ ಕಾರಣ ಮುಂದೂಡಲಾಗಿತ್ತು. ಈ ವಸ್ತು ಪ್ರದರ್ಶನದಲ್ಲಿ ಸಾರ್ವಜನಿಕರು ಹೆಚ್ಚಿನ ಸಂಖ್ಯೆಯಲ್ಲಿ ಭಾಗವಹಿಸಿ ಪ್ರಯೋಜನ ಪಡೆದುಕೊಳ್ಳಬೇಕು. ಮನೆ ಕಟ್ಟುವವರಿಗೆ ಉಪಯುಕ್ತ ಮಾಹಿತಿ ದೊರೆಯಲಿದೆ.: [1290, 525, 1487, 618]
- mekedatu-title2: ಸರ್ಕಾರ ನಿರ್ಣಯ ಖಂಡಿಸಿ ಪ್ರತಿಭಟನೆ: [1193, 1021, 1433, 1045]
- world-theatre-body: ಮೈಸೂರು,ಮಾ.24-ಮೈಸೂರಿನ 'ರಂಗ ಸಂಗಮ' ಸಂಸ್ಥೆಯ ವತಿಯಿಂದ ವಿಶ್ವ ರಂಗಭೂಮಿ ದಿನಾಚರಣೆ ಮಾ.27ರಂದು ಬೆಳಿಗ್ಗೆ 11ಕ್ಕೆ ನಡೆಯಲಿದೆ. ಕಾರ್ಯಕ್ರಮದಲ್ಲಿ ಹಿರಿಯ ರಂಗಕರ್ಮಿಗಳನ್ನು ಸನ್ಮಾನಿಸಲಾಗುವುದು. ಬಳಿಕ ರಂಗ ಗೀತೆಗಳ ಗಾಯನ ಹಾಗೂ ನಾಟಕ ಪ್ರದರ್ಶನ ನಡೆಯಲಿದೆ. ರಂಗಾಸಕ್ತರು ಭಾಗವಹಿಸಬೇಕು ಎಂದು ಸಂಸ್ಥೆಯ ಕಾರ್ಯದರ್ಶಿ ಮನವಿ ಮಾಡಿದ್ದಾರೆ. ದೂರವಾಣಿ ಸಂಖ್ಯೆ ಮೂಲಕ ಹೆಚ್ಚಿನ ಮಾಹಿತಿ ಪಡೆಯಬಹುದು.: [480, 1580, 785, 1657]
- masthead-rule: [81, 121, 1492, 123]
- lead-title-part-b: ಬೃಹತ್ ಪ್ರದರ್ಶನ ಮೈಬಿಲ್ಡ್-21: [771, 187, 1255, 240]
- skill-title1: ಬಿಎಐ ಮೈಸೂರು ಘಟಕಕ್ಕೆ ಕೌಶಲ್ಯ ತರಬೇತಿ: [817, 541, 1196, 573]
- palace-photo: [489, 1766, 967, 2036]
- page-number-badge: [81, 83, 198, 116]
- mekedatu-body: ಮೈಸೂರು,ಮಾ.24(ಎಂಟಿವೈ)- ರಾಜ್ಯದ ಮೇಕೆದಾಟು ಯೋಜನೆಯನ್ನು ವಿರೋಧಿಸಿ ತಮಿಳುನಾಡು ಸರ್ಕಾರ ವಿಧಾನಸಭೆಯಲ್ಲಿ ಸರ್ವಾನುಮತದ ನಿರ್ಣಯ ಕೈಗೊಂಡಿರುವುದನ್ನು ಖಂಡಿಸಿ ಮೈಸೂರು ಜಿಲ್ಲಾ ಕನ್ನಡ ಪರ ಸಂಘಟನೆಗಳ ಒಕ್ಕೂಟದ ವತಿಯಿಂದ ನಗರದ ಗಾಂಧಿ ವೃತ್ತದಲ್ಲಿ ಪ್ರತಿಭಟನೆ ನಡೆಸಲಾಯಿತು. ತಮಿಳುನಾಡು ಮುಖ್ಯಮಂತ್ರಿ ಭಾವಚಿತ್ರ ಪ್ರದರ್ಶಿಸಿ ಘೋಷಣೆ ಕೂಗಲಾಯಿತು. ಕುಡಿಯುವ ನೀರಿನ ಉದ್ದೇಶಕ್ಕಾಗಿ ಯೋಜನೆ ಅನುಷ್ಠಾನಕ್ಕೆ ರಾಜ್ಯ ಸರ್ಕಾರ ಕೂಡಲೇ ಮುಂದಾಗಬೇಕು. ಕೇಂದ್ರ ಸರ್ಕಾರ ಪರಿಸರ ಅನುಮತಿ ನೀಡಬೇಕು ಎಂದು ಆಗ್ರಹಿಸಿದರು. ಸುಮಾರು 70 ಟಿಎಂಸಿ ನೀರು ಸಮುದ್ರ ಸೇರುತ್ತಿದ್ದು, ಅದನ್ನು ಸದ್ಬಳಕೆ ಮಾಡಿಕೊಳ್ಳಲು ಯೋಜನೆ ಅಗತ್ಯವಾಗಿದೆ. ಇಲ್ಲದಿದ್ದರೆ ಉಗ್ರ ಹೋರಾಟ ನಡೆಸಲಾಗುವುದು ಎಂದು ಎಚ್ಚರಿಸಿದರು.: [1135, 1053, 1367, 1242]
- skill-title2: ನೀಡಲು ಅಗತ್ಯ ಸಹಕಾರ; ಸುತ್ತೂರು ಶ್ರೀಗಳು: [815, 579, 1199, 611]
- obituary-section: ನಿಧನ: [83, 1876, 473, 1905]
- bank-strike-body: ಮೈಸೂರು,ಮಾ.24(ಆರ್‌ಕೆ)-ಕೇಂದ್ರ ಸರ್ಕಾರದ ವಿವಿಧ ನೀತಿಗಳ ವಿರುದ್ಧ ಅಖಿಲ ಭಾರತ ಬ್ಯಾಂಕ್ ನೌಕರರ ಸಂಘದ ವತಿಯಿಂದ ಮಾ.28 ಮತ್ತು 29ರಂದು ರಾಷ್ಟ್ರವ್ಯಾಪಿ ಬ್ಯಾಂಕ್ ಮುಷ್ಕರ ನಡೆಯಲಿದೆ. ಅಖಿಲ ಭಾರತ ಬ್ಯಾಂಕ್ ನೌಕರರ ಸಂಘ, ಬ್ಯಾಂಕ್ ಯೂನಿಯನ್‌ಗಳ ನಿಯೋಜಿತ ವೇದಿಕೆ ಸೇರಿದಂತೆ ವಿವಿಧ ಸಂಘಟನೆಗಳು ಮುಷ್ಕರಕ್ಕೆ ಕರೆ ನೀಡಿವೆ. ಮಾ.26ರಂದು ನಾಲ್ಕನೇ ಶನಿವಾರ, 27ರಂದು ಭಾನುವಾರ ರಜಾ ದಿನಗಳಾಗಿದ್ದು, ಮುಷ್ಕರದಿಂದ 4 ದಿನ ನಿರಂತರವಾಗಿ ಬ್ಯಾಂಕ್‌ಗಳ ಕಾರ್ಯನಿರ್ವಹಣೆ ಸ್ಥಗಿತಗೊಳ್ಳಲಿದೆ. ಮಾ.30, 31ರಂದು ಕೆಲಸದ ದಿನಗಳಾದರೂ ಹಣಕಾಸು ವರ್ಷಾಂತ್ಯದ ಕಾರಣ ಗ್ರಾಹಕರಿಗೆ ತೊಂದರೆಯಾಗುವ ಸಾಧ್ಯತೆ ಇದೆ. ಬ್ಯಾಂಕುಗಳ ಖಾಸಗೀಕರಣ, ಬ್ಯಾಂಕಿಂಗ್ ಕಾನೂನು ತಿದ್ದುಪಡಿ ಮಸೂದೆ ವಿರೋಧಿಸಿ ಹಾಗೂ ಹಳೆಯ ಪಿಂಚಣಿ ಯೋಜನೆ ಜಾರಿಗೆ ಆಗ್ರಹಿಸಿ ಮುಷ್ಕರ ನಡೆಸಲಾಗುತ್ತಿದೆ. ಕಾರ್ಮಿಕ ಸಂಘಟನೆಗಳು ನೀಡಿರುವ ಭಾರತ್ ಬಂದ್‌ಗೂ ಬೆಂಬಲ ವ್ಯಕ್ತಪಡಿಸಲಾಗಿದೆ. ಗ್ರಾಹಕರು ಮುಂಚಿತವಾಗಿ ವ್ಯವಹಾರ ಪೂರ್ಣಗೊಳಿಸಿಕೊಳ್ಳುವಂತೆ ಮನವಿ ಮಾಡಲಾಗಿದೆ. ಎಟಿಎಂಗಳಲ್ಲಿ ನಗದು ಕೊರತೆ ಉಂಟಾಗದಂತೆ ಕ್ರಮ ಕೈಗೊಳ್ಳಲು ಕೋರಲಾಗಿದೆ. ಸಂಘದ ಪ್ರಧಾನ ಕಾರ್ಯದರ್ಶಿ ಮುಷ್ಕರದ ಬಗ್ಗೆ ವಿವರ ನೀಡಿ, ಮೈಸೂರು ಜಿಲ್ಲೆಯ ಎಲ್ಲ ಬ್ಯಾಂಕ್ ಶಾಖೆಗಳ ನೌಕರರು ಮುಷ್ಕರದಲ್ಲಿ ಪಾಲ್ಗೊಳ್ಳಲಿದ್ದಾರೆ ಎಂದು ತಿಳಿಸಿದರು.: [92, 239, 464, 514]
- protest-title: ಮೈಸೂರು ನಾಯಕರ ಪಡೆ ಪ್ರತಿಭಟನೆ: [656, 1018, 1060, 1059]
- quote-box: [1263, 518, 1492, 700]
